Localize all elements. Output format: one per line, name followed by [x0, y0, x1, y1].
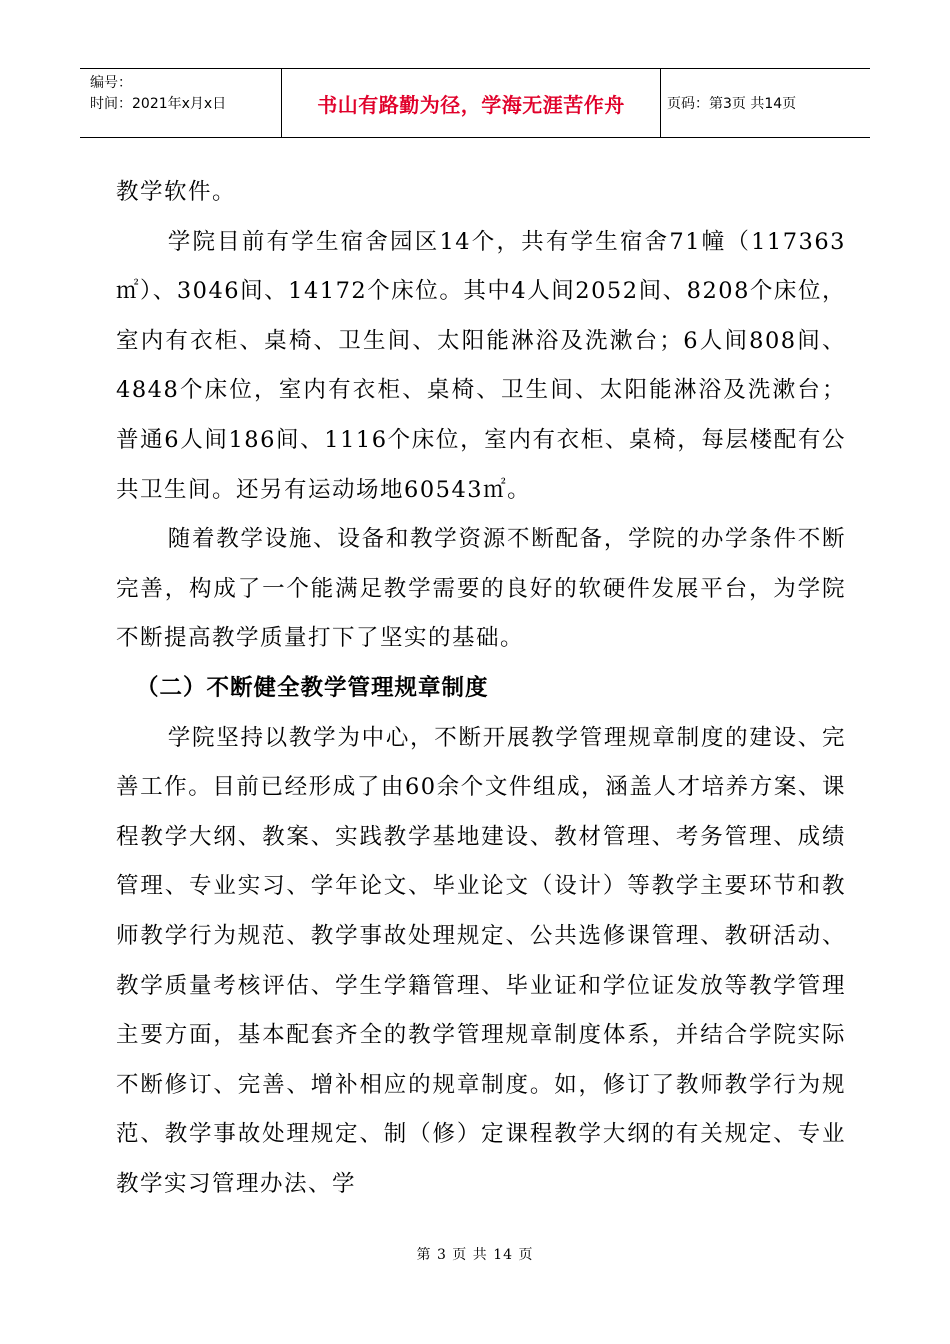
section-heading: （二）不断健全教学管理规章制度 [136, 674, 489, 701]
paragraph-facilities: 随着教学设施、设备和教学资源不断配备，学院的办学条件不断完善，构成了一个能满足教学需要的良好的软硬件发展平台，为学院不断提高教学质量打下了坚实的基础。 [116, 526, 846, 652]
page-footer: 第 3 页 共 14 页 [416, 1247, 534, 1263]
document-body [116, 168, 846, 1209]
header-page-info: 页码：第3页 共14页 [667, 96, 797, 112]
header-motto: 书山有路勤为径，学海无涯苦作舟 [282, 69, 661, 137]
header-meta [80, 69, 282, 137]
paragraph-continuation: 教学软件。 [116, 179, 237, 205]
header-number-label: 编号： [90, 75, 132, 91]
paragraph-dormitories: 学院目前有学生宿舍园区14个，共有学生宿舍71幢（117363㎡）、3046间、14172个床位。其中4人间2052间、8208个床位，室内有衣柜、桌椅、卫生间、太阳能淋浴及洗漱台；6人间808间、4848个床位，室内有衣柜、桌椅、卫生间、太阳能淋浴及洗漱台；普通6人间186间、1116个床位，室内有衣柜、桌椅，每层楼配有公共卫生间。还另有运动场地60543㎡。 [116, 228, 846, 503]
header-date-label: 时间：2021年x月x日 [90, 96, 227, 112]
page-header [80, 68, 870, 138]
paragraph-regulations: 学院坚持以教学为中心，不断开展教学管理规章制度的建设、完善工作。目前已经形成了由60余个文件组成，涵盖人才培养方案、课程教学大纲、教案、实践教学基地建设、教材管理、考务管理、成绩管理、专业实习、学年论文、毕业论文（设计）等教学主要环节和教师教学行为规范、教学事故处理规定、公共选修课管理、教研活动、教学质量考核评估、学生学籍管理、毕业证和学位证发放等教学管理主要方面，基本配套齐全的教学管理规章制度体系，并结合学院实际不断修订、完善、增补相应的规章制度。如，修订了教师教学行为规范、教学事故处理规定、制（修）定课程教学大纲的有关规定、专业教学实习管理办法、学 [116, 724, 846, 1197]
